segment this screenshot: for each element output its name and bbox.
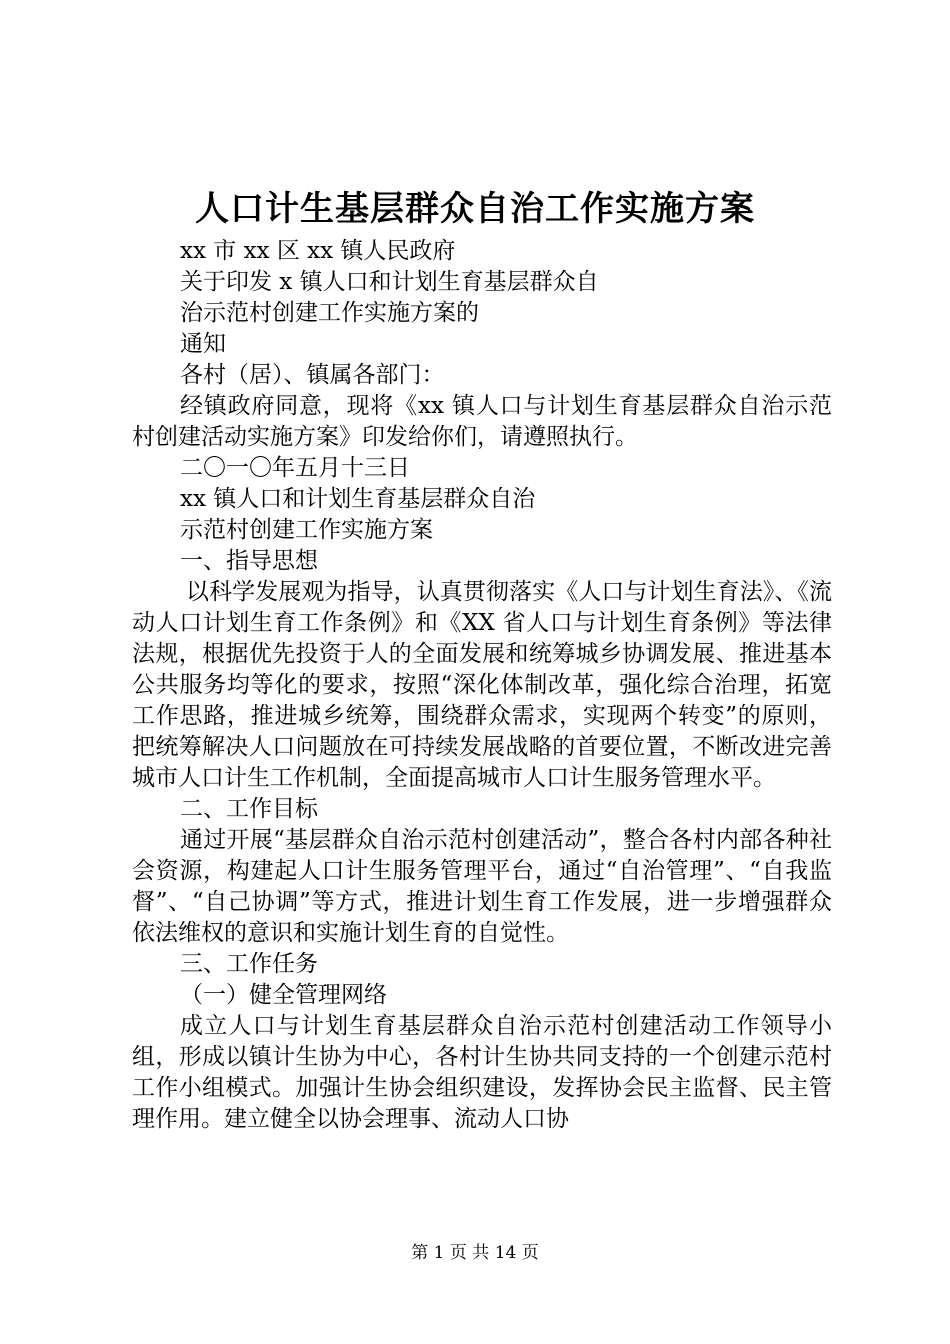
page-number-footer: 第 1 页 共 14 页 [411,1243,539,1263]
section-heading-2: 二、工作目标 [180,796,318,822]
notice-title-line-1: 关于印发 x 镇人口和计划生育基层群众自 [180,269,599,295]
management-network-paragraph: 成立人口与计划生育基层群众自治示范村创建活动工作领导小组，形成以镇计生协为中心，各村计生协共同支持的一个创建示范村工作小组模式。加强计生协会组织建设，发挥协会民主监督、民主管理作用。建立健全以协会理事、流动人口协 [132,1013,832,1132]
guiding-ideology-paragraph: 以科学发展观为指导，认真贯彻落实《人口与计划生育法》、《流动人口计划生育工作条例》和《XX 省人口与计划生育条例》等法律法规，根据优先投资于人的全面发展和统筹城乡协调发展、推进基本公共服务均等化的要求，按照“深化体制改革，强化综合治理，拓宽工作思路，推进城乡统筹，围绕群众需求，实现两个转变”的原则，把统筹解决人口问题放在可持续发展战略的首要位置，不断改进完善城市人口计生工作机制，全面提高城市人口计生服务管理水平。 [132,579,832,791]
plan-title-line-2: 示范村创建工作实施方案 [180,517,433,543]
work-goal-paragraph: 通过开展“基层群众自治示范村创建活动”，整合各村内部各种社会资源，构建起人口计生服务管理平台，通过“自治管理”、“自我监督”、“自己协调”等方式，推进计划生育工作发展，进一步增强群众依法维权的意识和实施计划生育的自觉性。 [132,827,832,946]
plan-title-line-1: xx 镇人口和计划生育基层群众自治 [180,486,536,512]
notice-date: 二〇一〇年五月十三日 [180,455,410,481]
section-heading-3: 三、工作任务 [180,951,318,977]
section-heading-1: 一、指导思想 [180,548,318,574]
notice-body-paragraph: 经镇政府同意，现将《xx 镇人口与计划生育基层群众自治示范村创建活动实施方案》印发给你们，请遵照执行。 [132,393,832,450]
notice-title-line-3: 通知 [180,331,226,357]
addressee-line: 各村（居）、镇属各部门： [180,362,445,388]
document-title: 人口计生基层群众自治工作实施方案 [195,189,755,229]
notice-title-line-2: 治示范村创建工作实施方案的 [180,300,479,326]
subsection-heading-1: （一）健全管理网络 [180,982,387,1008]
issuer-line: xx 市 xx 区 xx 镇人民政府 [180,238,456,264]
document-body [132,236,832,1135]
